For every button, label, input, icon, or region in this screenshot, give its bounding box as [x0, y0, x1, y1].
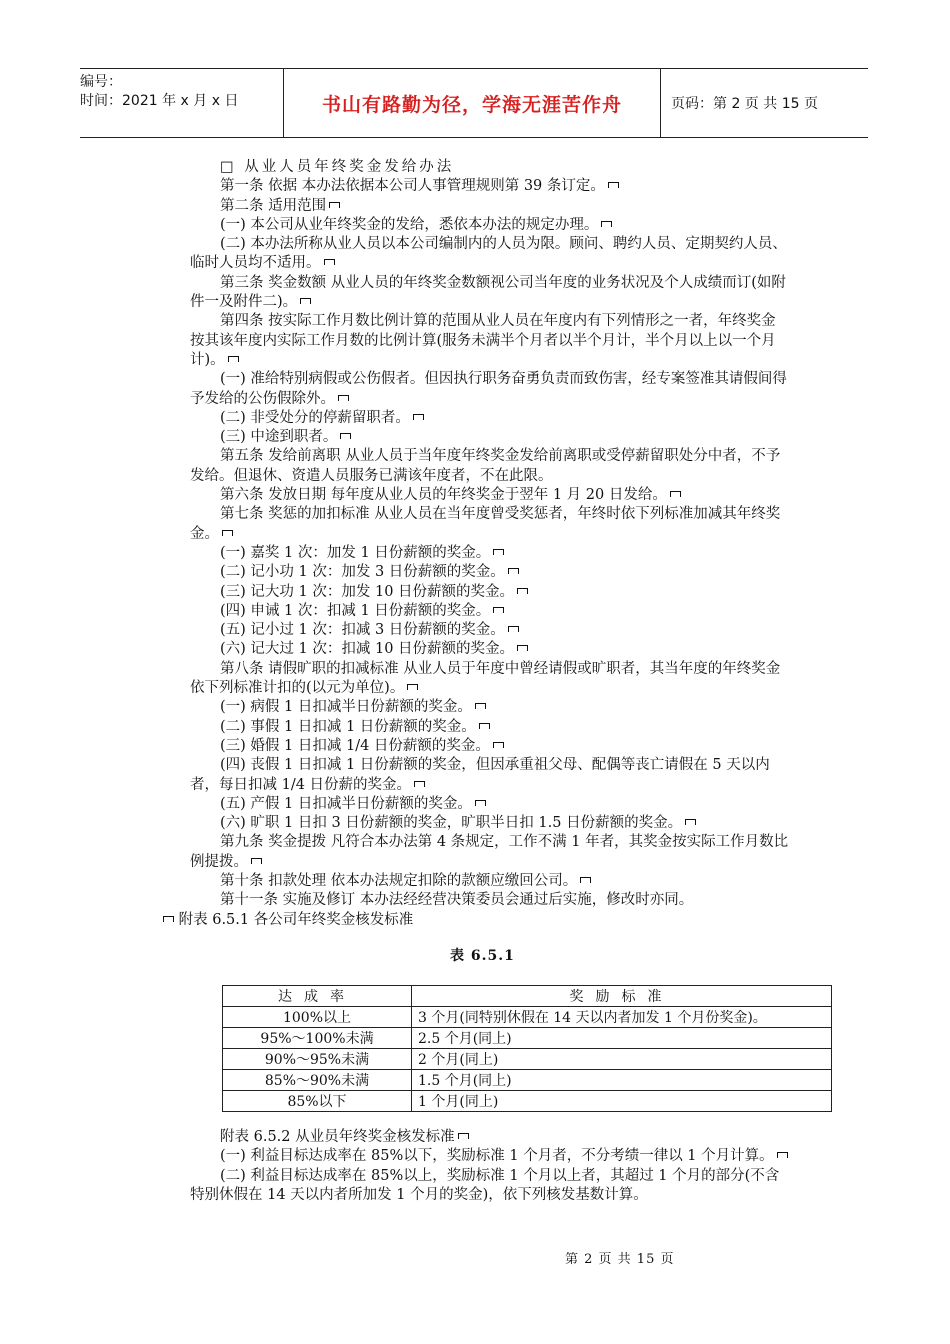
paragraph	[190, 177, 790, 196]
paragraph-text: (三) 中途到职者。	[220, 429, 338, 446]
paragraph-mark-icon	[222, 530, 233, 536]
paragraph	[190, 660, 790, 699]
paragraph	[190, 640, 790, 659]
paragraph-mark-icon	[413, 414, 424, 420]
table-row	[223, 1007, 832, 1028]
paragraph-mark-icon	[458, 1133, 469, 1139]
paragraph	[190, 737, 790, 756]
paragraph	[190, 756, 790, 795]
bonus-table	[222, 985, 832, 1112]
paragraph-mark-icon	[601, 221, 612, 227]
document-body	[178, 158, 790, 930]
paragraph-text: (二) 非受处分的停薪留职者。	[220, 409, 410, 426]
cell-rate: 95%～100%未满	[223, 1028, 412, 1049]
paragraph-text: (二) 事假 1 日扣减 1 日份薪额的奖金。	[220, 718, 476, 735]
paragraph-text: (五) 产假 1 日扣减半日份薪额的奖金。	[220, 795, 472, 812]
paragraph	[190, 428, 790, 447]
table-body	[223, 1007, 832, 1112]
paragraph	[190, 197, 790, 216]
cell-standard: 2.5 个月(同上)	[412, 1028, 832, 1049]
paragraph-text: 第五条 发给前离职 从业人员于当年度年终奖金发给前离职或受停薪留职处分中者，不予发给。但退休、资遣人员服务已满该年度者，不在此限。	[190, 448, 781, 484]
paragraph-text: (一) 嘉奖 1 次：加发 1 日份薪额的奖金。	[220, 544, 491, 561]
paragraph-mark-icon	[163, 916, 174, 922]
cell-rate: 100%以上	[223, 1007, 412, 1028]
paragraph-text: (三) 婚假 1 日扣减 1/4 日份薪额的奖金。	[220, 737, 490, 754]
paragraph-text: (六) 记大过 1 次：扣减 10 日份薪额的奖金。	[220, 641, 515, 658]
paragraph	[190, 505, 790, 544]
header-standard: 奖励标准	[412, 986, 832, 1007]
paragraph-mark-icon	[517, 645, 528, 651]
header-meta	[80, 69, 284, 137]
paragraph-text: 第六条 发放日期 每年度从业人员的年终奖金于翌年 1 月 20 日发给。	[220, 487, 667, 504]
paragraph	[190, 544, 790, 563]
paragraph	[190, 235, 790, 274]
paragraph-text: 第二条 适用范围	[220, 197, 327, 214]
paragraph-text: 附表 6.5.1 各公司年终奖金核发标准	[178, 911, 414, 928]
paragraph-text: 第一条 依据 本办法依据本公司人事管理规则第 39 条订定。	[220, 178, 605, 195]
paragraph-text: (二) 利益目标达成率在 85%以上，奖励标准 1 个月以上者，其超过 1 个月的部分(不含特别休假在 14 天以内者所加发 1 个月的奖金)，依下列核发基数计算。	[190, 1167, 780, 1203]
table-header-row	[223, 986, 832, 1007]
paragraph	[190, 872, 790, 891]
paragraph-mark-icon	[479, 723, 490, 729]
paragraph-mark-icon	[777, 1152, 788, 1158]
cell-rate: 85%以下	[223, 1091, 412, 1112]
paragraph	[190, 409, 790, 428]
paragraph	[190, 447, 790, 486]
paragraph-text: (三) 记大功 1 次：加发 10 日份薪额的奖金。	[220, 583, 515, 600]
cell-rate: 90%～95%未满	[223, 1049, 412, 1070]
paragraph-mark-icon	[608, 182, 619, 188]
paragraph-mark-icon	[414, 781, 425, 787]
table-row	[223, 1091, 832, 1112]
cell-standard: 3 个月(同特别休假在 14 天以内者加发 1 个月份奖金)。	[412, 1007, 832, 1028]
paragraph-mark-icon	[493, 607, 504, 613]
paragraph-text: (二) 记小功 1 次：加发 3 日份薪额的奖金。	[220, 564, 505, 581]
paragraph-mark-icon	[493, 742, 504, 748]
paragraph-text: 第四条 按实际工作月数比例计算的范围从业人员在年度内有下列情形之一者，年终奖金按其该年度内实际工作月数的比例计算(服务未满半个月者以半个月计，半个月以上以一个月计)。	[190, 313, 776, 368]
document-title: □ 从业人员年终奖金发给办法	[220, 159, 455, 175]
paragraph	[190, 833, 790, 872]
paragraph-text: 第三条 奖金数额 从业人员的年终奖金数额视公司当年度的业务状况及个人成绩而订(如附件一及附件二)。	[190, 274, 786, 311]
paragraph	[190, 486, 790, 505]
paragraph-text: (一) 本公司从业年终奖金的发给，悉依本办法的规定办理。	[220, 216, 599, 233]
paragraph-text: (四) 申诫 1 次：扣减 1 日份薪额的奖金。	[220, 602, 491, 619]
paragraph	[190, 621, 790, 640]
page-header	[80, 68, 868, 138]
paragraph-mark-icon	[670, 491, 681, 497]
paragraph-list	[178, 177, 790, 930]
paragraph	[190, 1147, 790, 1166]
paragraph-text: 第十一条 实施及修订 本办法经经营决策委员会通过后实施，修改时亦同。	[220, 892, 694, 909]
number-label: 编号：	[80, 74, 122, 90]
table-row	[223, 1049, 832, 1070]
table-row	[223, 1070, 832, 1091]
paragraph-text: 第七条 奖惩的加扣标准 从业人员在当年度曾受奖惩者，年终时依下列标准加减其年终奖金。	[190, 506, 781, 542]
paragraph	[190, 718, 790, 737]
paragraph-mark-icon	[475, 800, 486, 806]
paragraph-text: (六) 旷职 1 日扣 3 日份薪额的奖金，旷职半日扣 1.5 日份薪额的奖金。	[220, 815, 683, 832]
header-rate: 达成率	[223, 986, 412, 1007]
page-footer: 第 2 页 共 15 页	[565, 1252, 675, 1267]
cell-standard: 1 个月(同上)	[412, 1091, 832, 1112]
paragraph-text: 第八条 请假旷职的扣减标准 从业人员于年度中曾经请假或旷职者，其当年度的年终奖金依下列标准计扣的(以元为单位)。	[190, 660, 781, 697]
paragraph	[190, 1128, 790, 1147]
paragraph-mark-icon	[685, 819, 696, 825]
paragraph-mark-icon	[329, 202, 340, 208]
paragraph-text: 第九条 奖金提拨 凡符合本办法第 4 条规定，工作不满 1 年者，其奖金按实际工作月数比例提拨。	[190, 834, 789, 870]
paragraph	[190, 216, 790, 235]
paragraph-mark-icon	[300, 298, 311, 304]
time-label: 时间：2021 年 x 月 x 日	[80, 93, 239, 109]
paragraph	[190, 274, 790, 313]
paragraph	[190, 312, 790, 370]
paragraph	[190, 891, 790, 910]
paragraph	[190, 370, 790, 409]
paragraph-mark-icon	[338, 395, 349, 401]
paragraph-mark-icon	[517, 588, 528, 594]
paragraph-mark-icon	[508, 568, 519, 574]
paragraph-mark-icon	[493, 549, 504, 555]
table-title: 表 6.5.1	[450, 948, 515, 964]
paragraph	[190, 1167, 790, 1206]
paragraph-text: (四) 丧假 1 日扣减 1 日份薪额的奖金，但因承重祖父母、配偶等丧亡请假在 5 天以内者，每日扣减 1/4 日份薪的奖金。	[190, 757, 770, 793]
paragraph-text: 第十条 扣款处理 依本办法规定扣除的款额应缴回公司。	[220, 872, 578, 889]
cell-standard: 2 个月(同上)	[412, 1049, 832, 1070]
paragraph	[190, 698, 790, 717]
paragraph	[160, 911, 790, 930]
paragraph-mark-icon	[508, 626, 519, 632]
paragraph	[190, 563, 790, 582]
paragraph-mark-icon	[251, 858, 262, 864]
paragraph-mark-icon	[228, 356, 239, 362]
paragraph	[190, 814, 790, 833]
header-page-info: 页码：第 2 页 共 15 页	[671, 96, 818, 112]
after-table-text	[190, 1128, 790, 1205]
paragraph-text: (一) 利益目标达成率在 85%以下，奖励标准 1 个月者，不分考绩一律以 1 个月计算。	[220, 1148, 774, 1165]
paragraph-mark-icon	[475, 703, 486, 709]
table-row	[223, 1028, 832, 1049]
cell-standard: 1.5 个月(同上)	[412, 1070, 832, 1091]
paragraph-mark-icon	[407, 684, 418, 690]
paragraph-text: (一) 病假 1 日扣减半日份薪额的奖金。	[220, 699, 472, 716]
paragraph	[190, 602, 790, 621]
paragraph-text: (五) 记小过 1 次：扣减 3 日份薪额的奖金。	[220, 622, 505, 639]
paragraph	[190, 583, 790, 602]
header-slogan: 书山有路勤为径，学海无涯苦作舟	[284, 69, 661, 137]
cell-rate: 85%～90%未满	[223, 1070, 412, 1091]
paragraph-mark-icon	[324, 259, 335, 265]
paragraph-mark-icon	[580, 877, 591, 883]
paragraph	[190, 795, 790, 814]
paragraph-text: (一) 准给特别病假或公伤假者。但因执行职务奋勇负责而致伤害，经专案签准其请假间得予发给的公伤假除外。	[190, 371, 787, 407]
paragraph-text: (二) 本办法所称从业人员以本公司编制内的人员为限。顾问、聘约人员、定期契约人员、临时人员均不适用。	[190, 236, 787, 272]
paragraph-mark-icon	[340, 433, 351, 439]
paragraph-text: 附表 6.5.2 从业员年终奖金核发标准	[220, 1129, 455, 1145]
